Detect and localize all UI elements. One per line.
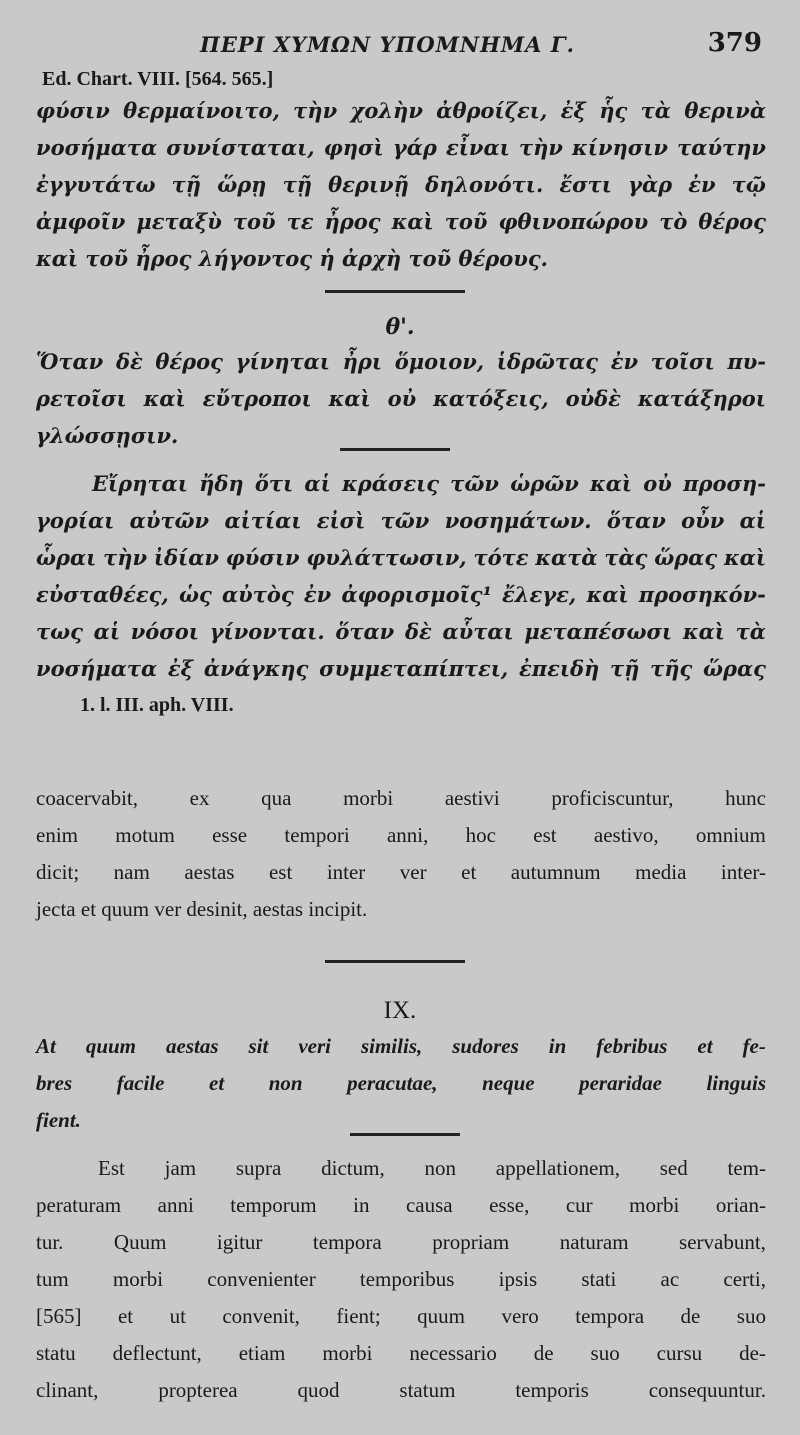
text-line: γορίαι αὐτῶν αἰτίαι εἰσὶ τῶν νοσημάτων. ὅταν οὖν αἱ [36,508,766,533]
text-line: Est jam supra dictum, non appellationem, sed tem- [98,1156,766,1180]
text-line: bres facile et non peracutae, neque peraridae linguis [36,1071,766,1095]
latin-section-number: IX. [383,997,417,1024]
section-divider [325,960,465,963]
page-header [0,28,800,64]
text-line: tur. Quum igitur tempora propriam naturam servabunt, [36,1230,766,1254]
text-line: νοσήματα συνίσταται, φησὶ γάρ εἶναι τὴν κίνησιν ταύτην [36,135,766,160]
edition-reference: Ed. Chart. VIII. [564. 565.] [42,68,274,90]
section-divider [325,290,465,293]
text-line: jecta et quum ver desinit, aestas incipit. [36,897,368,921]
greek-section-number: θ'. [385,314,415,340]
greek-continuation-paragraph [36,92,766,277]
text-line: γλώσσῃσιν. [36,423,179,448]
text-line: [565] et ut convenit, fient; quum vero tempora de suo [36,1304,766,1328]
section-divider [350,1133,460,1136]
text-line: τως αἱ νόσοι γίνονται. ὅταν δὲ αὗται μεταπέσωσι καὶ τὰ [36,619,766,644]
text-line: peraturam anni temporum in causa esse, cur morbi orian- [36,1193,766,1217]
text-line: νοσήματα ἐξ ἀνάγκης συμμεταπίπτει, ἐπειδὴ τῇ τῆς ὥρας [36,656,766,681]
running-title: ΠΕΡΙ ΧΥΜΩΝ ΥΠΟΜΝΗΜΑ Γ. [200,32,575,57]
text-line: ἀμφοῖν μεταξὺ τοῦ τε ἦρος καὶ τοῦ φθινοπώρου τὸ θέρος [36,209,766,234]
text-line: coacervabit, ex qua morbi aestivi proficiscuntur, hunc [36,786,766,810]
text-line: ἐγγυτάτω τῇ ὥρῃ τῇ θερινῇ δηλονότι. ἔστι γὰρ ἐν τῷ [36,172,766,197]
text-line: Εἴρηται ἤδη ὅτι αἱ κράσεις τῶν ὡρῶν καὶ οὐ προση- [92,471,766,496]
text-line: ρετοῖσι καὶ εὔτροποι καὶ οὐ κατόξεις, οὐδὲ κατάξηροι [36,386,766,411]
text-line: fient. [36,1108,81,1132]
latin-continuation-paragraph [36,780,766,928]
text-line: At quum aestas sit veri similis, sudores in febribus et fe- [36,1034,766,1058]
text-line: Ὅταν δὲ θέρος γίνηται ἦρι ὅμοιον, ἱδρῶτας ἐν τοῖσι πυ- [36,349,766,374]
text-line: enim motum esse tempori anni, hoc est aestivo, omnium [36,823,766,847]
text-line: statu deflectunt, etiam morbi necessario de suo cursu de- [36,1341,766,1365]
text-line: ὧραι τὴν ἰδίαν φύσιν φυλάττωσιν, τότε κατὰ τὰς ὥρας καὶ [36,545,766,570]
footnote: 1. l. III. aph. VIII. [80,694,234,716]
text-line: καὶ τοῦ ἦρος λήγοντος ἡ ἀρχὴ τοῦ θέρους. [36,246,548,271]
latin-commentary [36,1150,766,1409]
text-line: εὐσταθέες, ὡς αὐτὸς ἐν ἀφορισμοῖς¹ ἔλεγε, καὶ προσηκόν- [36,582,766,607]
text-line: tum morbi convenienter temporibus ipsis stati ac certi, [36,1267,766,1291]
text-line: φύσιν θερμαίνοιτο, τὴν χολὴν ἀθροίζει, ἐξ ἧς τὰ θερινὰ [36,98,766,123]
text-line: dicit; nam aestas est inter ver et autumnum media inter- [36,860,766,884]
section-divider [340,448,450,451]
greek-aphorism [36,343,766,454]
latin-aphorism [36,1028,766,1139]
text-line: clinant, propterea quod statum temporis consequuntur. [36,1378,766,1402]
greek-commentary [36,465,766,687]
page-number: 379 [707,28,762,58]
